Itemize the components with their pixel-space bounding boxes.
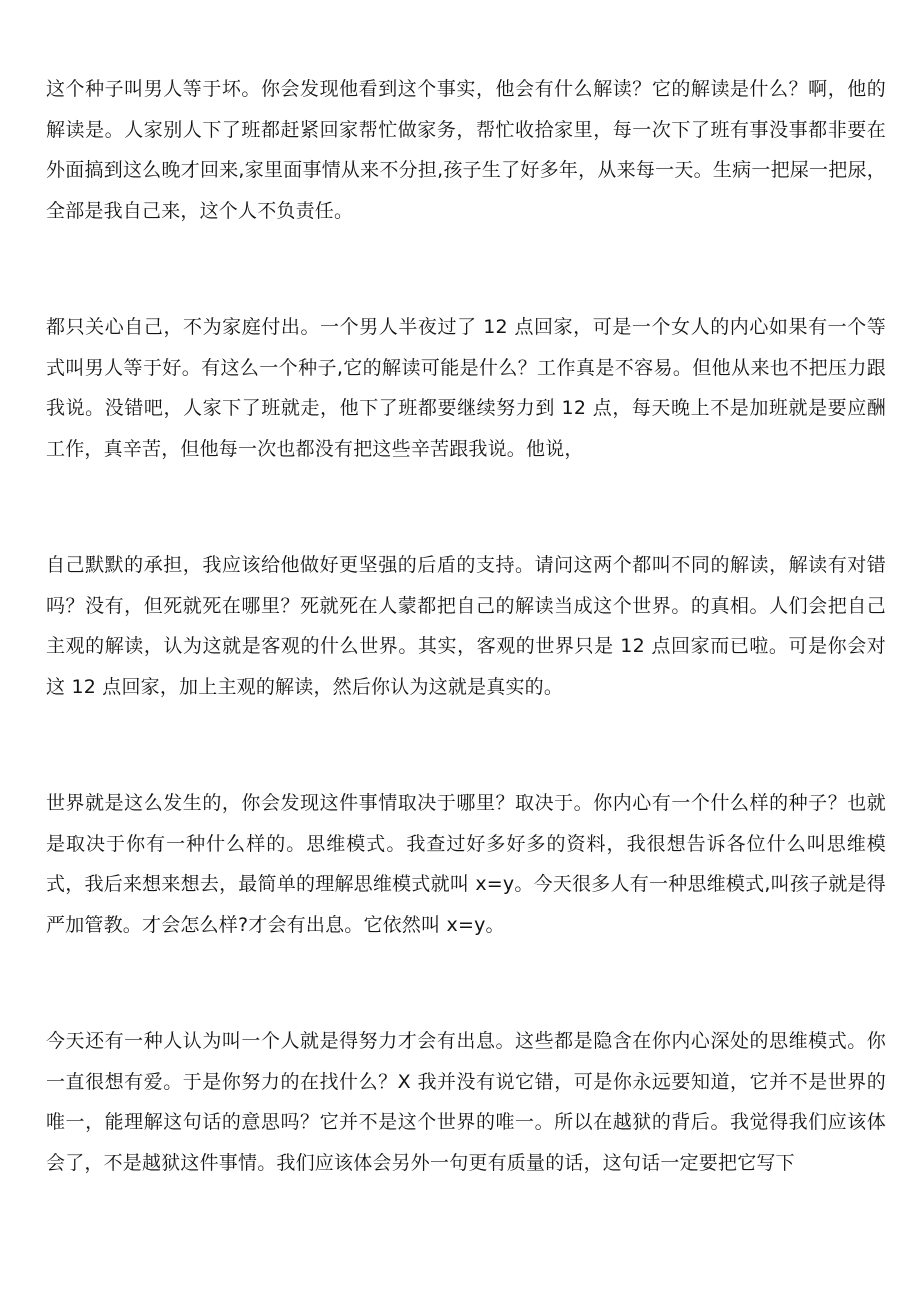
document-body (46, 69, 886, 1183)
paragraph: 都只关心自己，不为家庭付出。一个男人半夜过了 12 点回家，可是一个女人的内心如果有一个等式叫男人等于好。有这么一个种子,它的解读可能是什么？工作真是不容易。但他从来也不把压力跟我说。没错吧，人家下了班就走，他下了班都要继续努力到 12 点，每天晚上不是加班就是要应酬工作，真辛苦，但他每一次也都没有把这些辛苦跟我说。他说， (46, 316, 886, 460)
paragraph: 今天还有一种人认为叫一个人就是得努力才会有出息。这些都是隐含在你内心深处的思维模式。你一直很想有爱。于是你努力的在找什么？X 我并没有说它错，可是你永远要知道，它并不是世界的唯一，能理解这句话的意思吗？它并不是这个世界的唯一。所以在越狱的背后。我觉得我们应该体会了，不是越狱这件事情。我们应该体会另外一句更有质量的话，这句话一定要把它写下 (46, 1030, 886, 1174)
paragraph: 自己默默的承担，我应该给他做好更坚强的后盾的支持。请问这两个都叫不同的解读，解读有对错吗？没有，但死就死在哪里？死就死在人蒙都把自己的解读当成这个世界。的真相。人们会把自己主观的解读，认为这就是客观的什么世界。其实，客观的世界只是 12 点回家而已啦。可是你会对这 12 点回家，加上主观的解读，然后你认为这就是真实的。 (46, 554, 886, 698)
paragraph: 这个种子叫男人等于坏。你会发现他看到这个事实，他会有什么解读？它的解读是什么？啊，他的解读是。人家别人下了班都赶紧回家帮忙做家务，帮忙收拾家里，每一次下了班有事没事都非要在外面搞到这么晚才回来,家里面事情从来不分担,孩子生了好多年，从来每一天。生病一把屎一把尿，全部是我自己来，这个人不负责任。 (46, 78, 886, 222)
paragraph: 世界就是这么发生的，你会发现这件事情取决于哪里？取决于。你内心有一个什么样的种子？也就是取决于你有一种什么样的。思维模式。我查过好多好多的资料，我很想告诉各位什么叫思维模式，我后来想来想去，最简单的理解思维模式就叫 x=y。今天很多人有一种思维模式,叫孩子就是得严加管教。才会怎么样?才会有出息。它依然叫 x=y。 (46, 792, 886, 936)
